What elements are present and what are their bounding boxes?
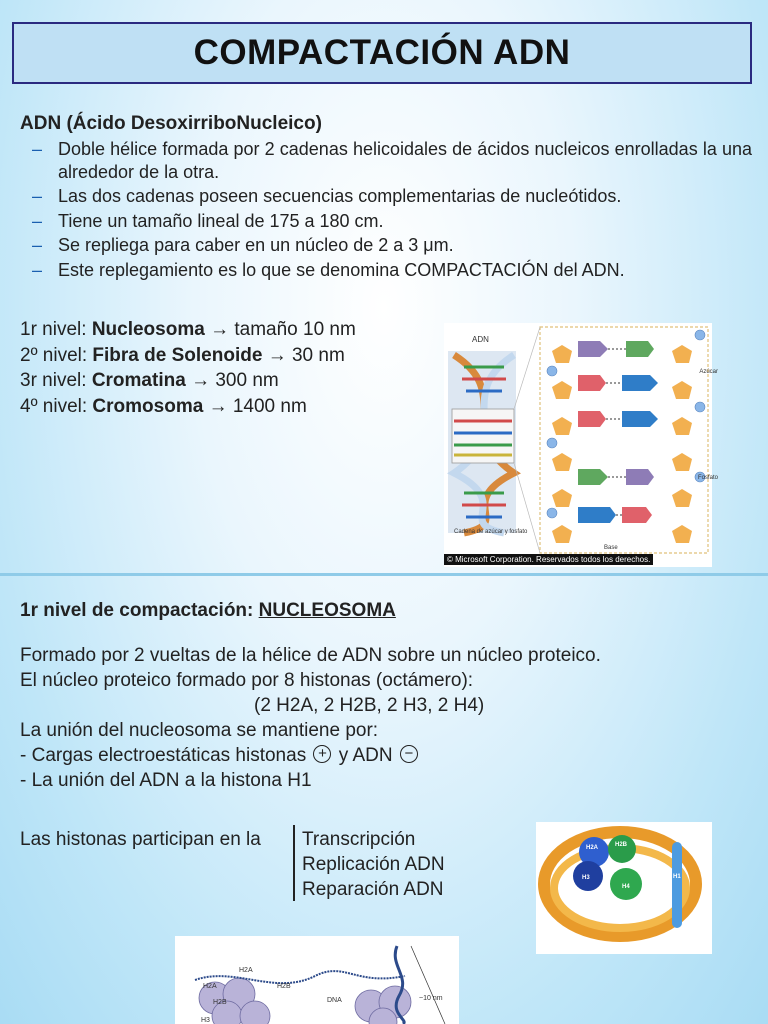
dash-icon: – — [32, 139, 43, 159]
arrow-right-icon: → — [210, 319, 230, 340]
adn-label: ADN — [472, 335, 489, 344]
size-label: ~10 nm — [419, 995, 443, 1002]
level-row: 2º nivel: Fibra de Solenoide → 30 nm — [20, 344, 345, 366]
histonas-lead: Las histonas participan en la — [20, 829, 261, 850]
roles-list — [302, 827, 445, 902]
dash-icon: – — [32, 259, 43, 280]
h1-label: H1 — [673, 874, 681, 880]
list-item: – Se repliega para caber en un núcleo de 2 a 3 μm. — [32, 235, 454, 255]
text-line: La unión del nucleosoma se mantiene por: — [20, 720, 379, 741]
h3-label: H3 — [582, 875, 590, 881]
h2b-label: H2B — [615, 842, 628, 848]
section1-heading: ADN (Ácido DesoxirriboNucleico) — [20, 113, 322, 134]
h2a-label-2: H2A — [203, 983, 217, 990]
dna-structure-figure — [444, 323, 718, 567]
dash-icon: – — [32, 186, 43, 206]
h1-histone-icon — [672, 842, 682, 928]
page-title: COMPACTACIÓN ADN — [193, 33, 571, 72]
h2a-label: H2A — [586, 845, 599, 851]
slide-divider — [0, 573, 768, 576]
arrow-right-icon: → — [208, 395, 228, 417]
list-item: – Doble hélice formada por 2 cadenas helicoidales de ácidos nucleicos enrolladas la una alrededor de la otra. — [32, 139, 752, 182]
h2b-label: H2B — [277, 983, 291, 990]
minus-charge-icon: − — [400, 745, 418, 763]
nucleosome-fiber-figure — [175, 936, 459, 1024]
nucleosoma-description — [20, 643, 601, 793]
h2b-label-2: H2B — [213, 999, 227, 1006]
h2a-label: H2A — [239, 967, 253, 974]
arrow-right-icon: → — [267, 344, 287, 366]
text-line: (2 H2A, 2 H2B, 2 H3, 2 H4) — [254, 695, 485, 716]
section2-heading: 1r nivel de compactación: NUCLEOSOMA — [20, 600, 396, 621]
title-box — [12, 22, 752, 84]
text-line: - La unión del ADN a la histona H1 — [20, 770, 312, 791]
base-label: Base — [604, 545, 618, 551]
list-item: – Las dos cadenas poseen secuencias complementarias de nucleótidos. — [32, 186, 622, 206]
azucar-label: Azúcar — [699, 369, 718, 375]
cadena-label: Cadena de azúcar y fosfato — [454, 529, 528, 535]
histone-core-icon — [199, 978, 411, 1024]
charges-line: - Cargas electroestáticas histonas + y ADN − — [20, 743, 601, 768]
list-item: – Este replegamiento es lo que se denomina COMPACTACIÓN del ADN. — [32, 259, 625, 280]
h4-label: H4 — [622, 884, 630, 890]
double-helix-icon — [448, 351, 516, 533]
dash-icon: – — [32, 235, 43, 255]
level-row: 1r nivel: Nucleosoma → tamaño 10 nm — [20, 319, 356, 340]
arrow-right-icon: → — [191, 370, 211, 391]
text-line: El núcleo proteico formado por 8 histonas (octámero): — [20, 670, 474, 691]
adn-bullet-list — [32, 138, 752, 283]
list-item: Transcripción — [302, 829, 416, 850]
compaction-levels — [20, 317, 356, 419]
copyright-notice: © Microsoft Corporation. Reservados todos los derechos. — [444, 554, 653, 565]
divider-line — [293, 825, 295, 901]
nucleosome-figure — [536, 822, 712, 954]
text-line: Formado por 2 vueltas de la hélice de ADN sobre un núcleo proteico. — [20, 645, 601, 666]
list-item: Replicación ADN — [302, 854, 445, 875]
list-item: – Tiene un tamaño lineal de 175 a 180 cm. — [32, 210, 384, 231]
level-row: 3r nivel: Cromatina → 300 nm — [20, 370, 279, 391]
plus-charge-icon: + — [313, 745, 331, 763]
fosfato-label: Fosfato — [697, 475, 718, 481]
level-row: 4º nivel: Cromosoma → 1400 nm — [20, 395, 307, 417]
dash-icon: – — [32, 210, 43, 231]
h3-label: H3 — [201, 1017, 210, 1024]
list-item: Reparación ADN — [302, 879, 444, 900]
dna-label: DNA — [327, 997, 342, 1004]
